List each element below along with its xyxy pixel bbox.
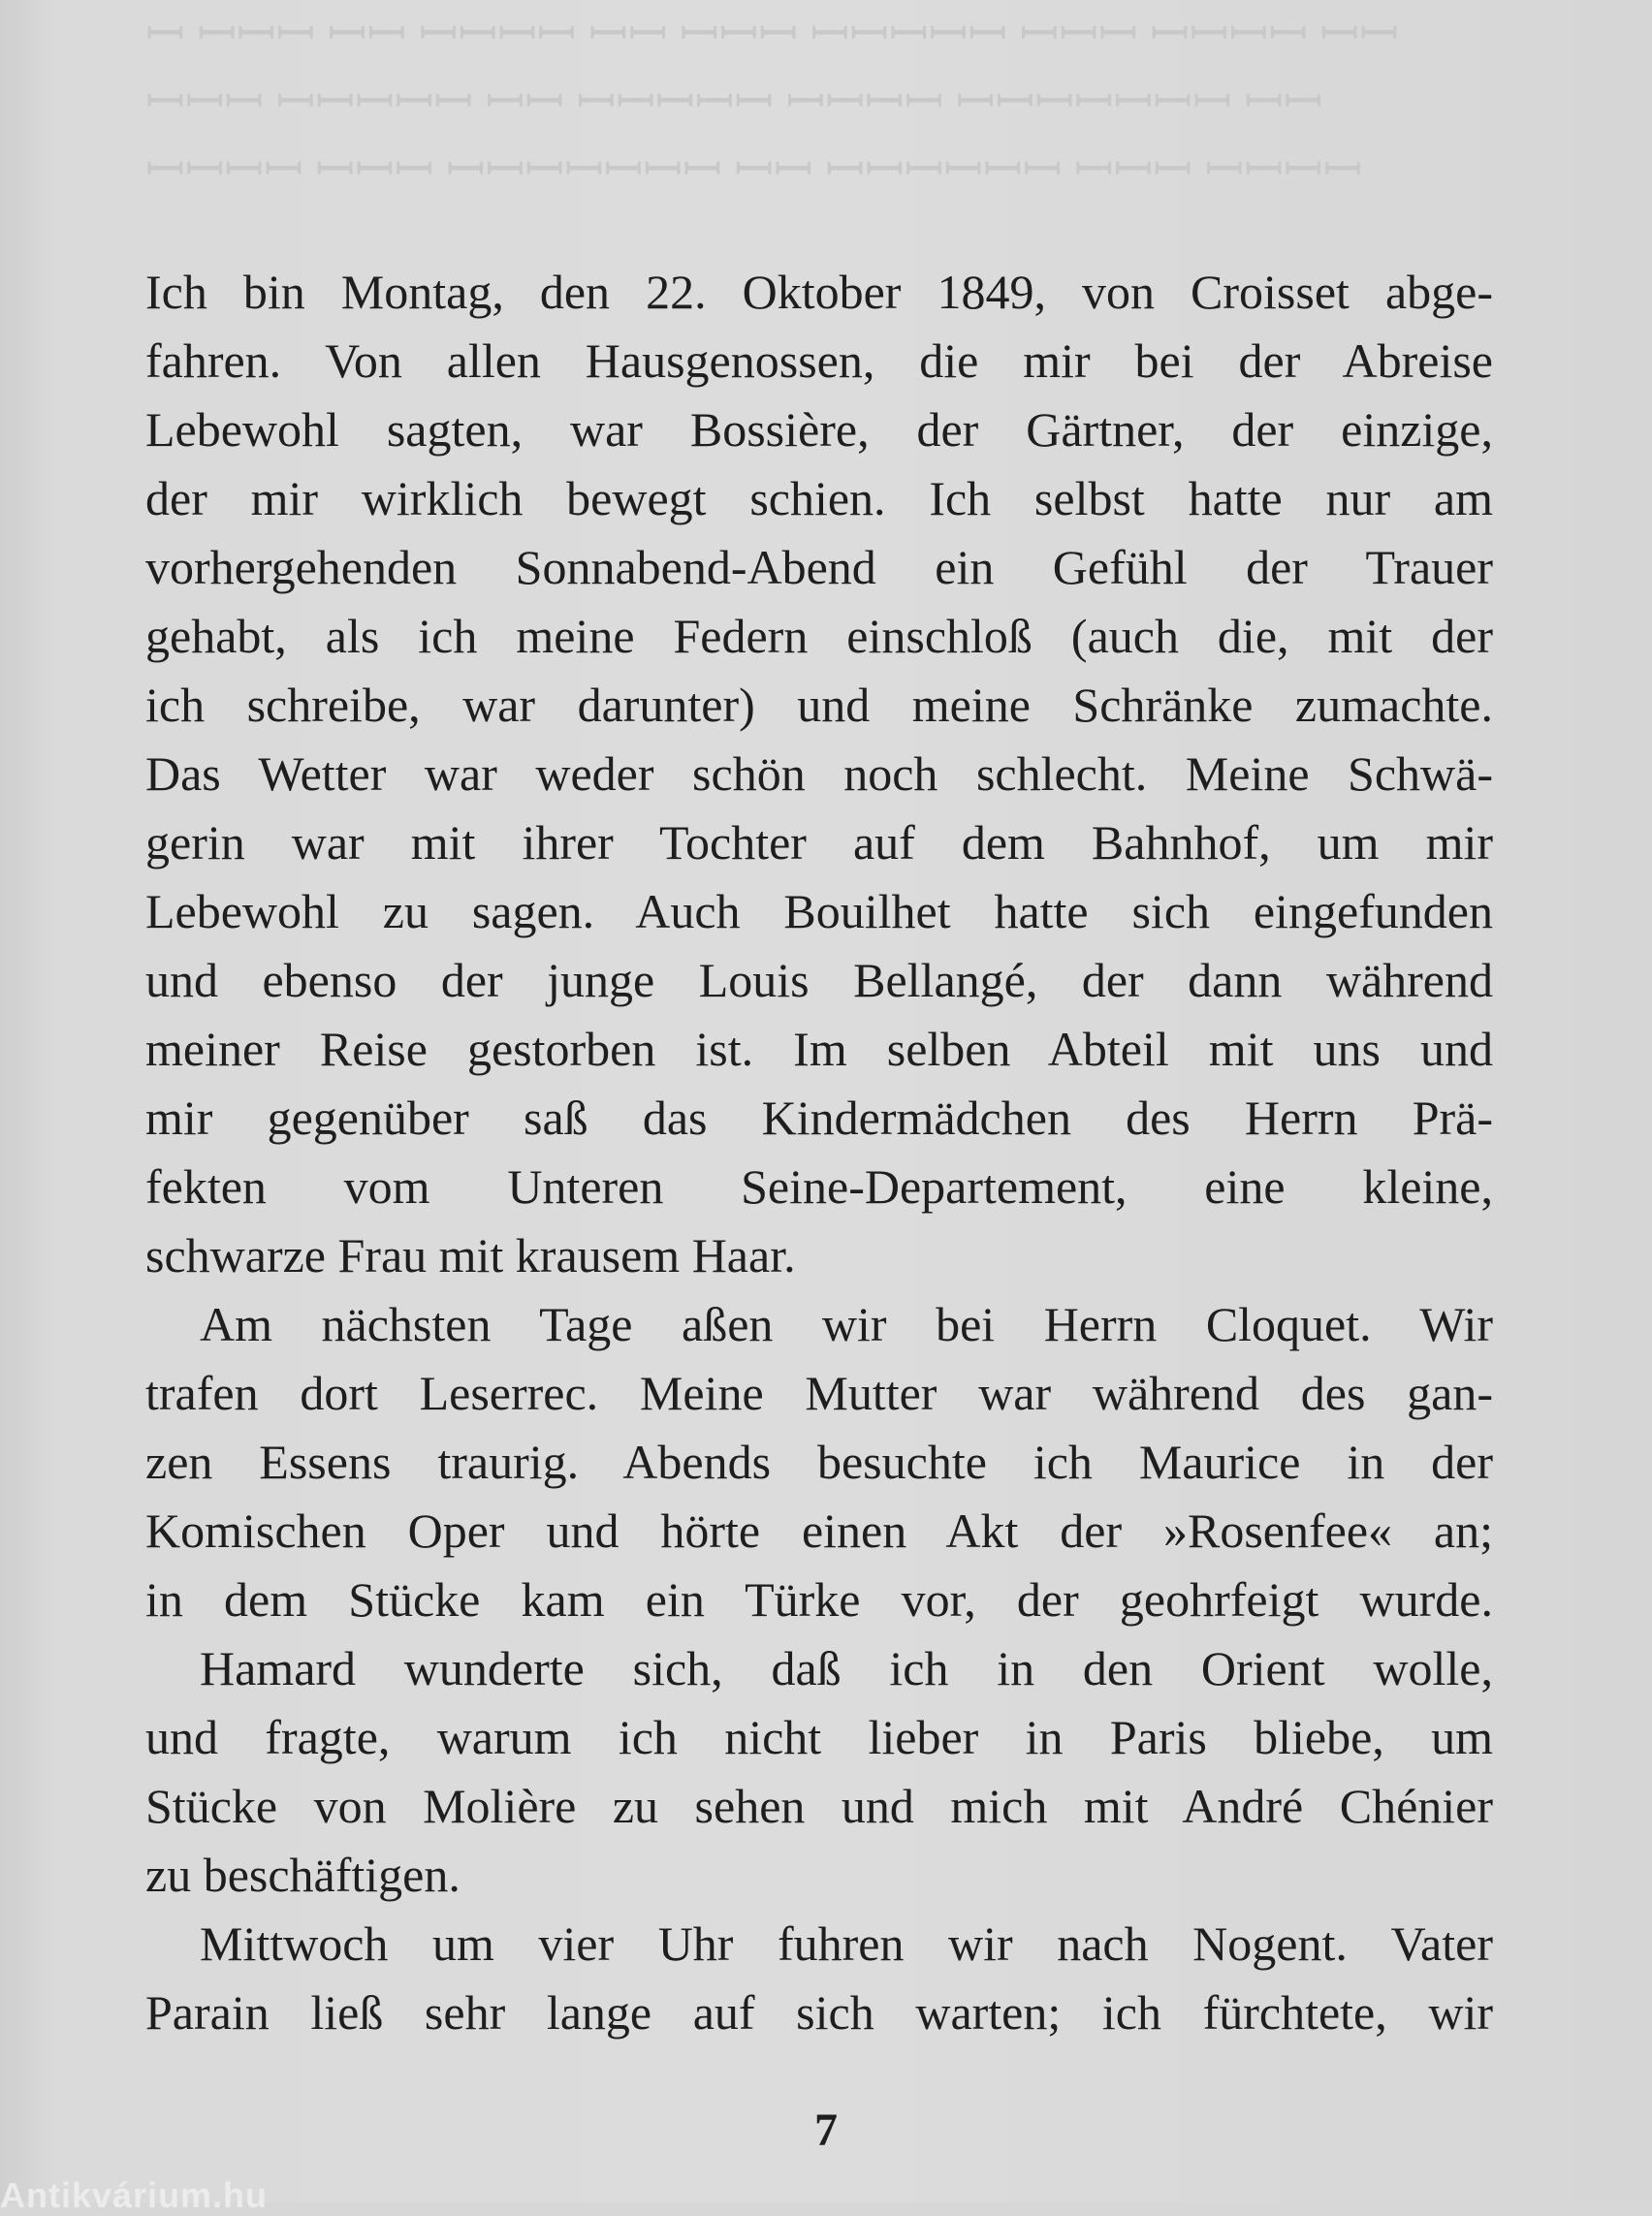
text-line: vorhergehenden Sonnabend-Abend ein Gefühl der Trauer: [145, 540, 1493, 594]
text-line: in dem Stücke kam ein Türke vor, der geohrfeigt wurde.: [145, 1572, 1493, 1627]
text-line: Mittwoch um vier Uhr fuhren wir nach Nogent. Vater: [200, 1916, 1493, 1971]
text-line: Lebewohl sagten, war Bossière, der Gärtner, der einzige,: [145, 402, 1493, 457]
text-line: Stücke von Molière zu sehen und mich mit André Chénier: [145, 1779, 1493, 1833]
text-line: trafen dort Leserrec. Meine Mutter war während des gan-: [145, 1366, 1493, 1420]
text-line: fekten vom Unteren Seine-Departement, eine kleine,: [145, 1159, 1493, 1214]
text-line: Lebewohl zu sagen. Auch Bouilhet hatte sich eingefunden: [145, 884, 1493, 938]
text-line: zu beschäftigen.: [145, 1848, 461, 1902]
watermark: Antikvárium.hu: [0, 2175, 269, 2215]
text-line: mir gegenüber saß das Kindermädchen des Herrn Prä-: [145, 1091, 1493, 1145]
page-number: 7: [814, 2105, 838, 2156]
text-line: Komischen Oper und hörte einen Akt der »Rosenfee« an;: [145, 1504, 1493, 1558]
text-line: Parain ließ sehr lange auf sich warten; ich fürchtete, wir: [145, 1985, 1493, 2040]
text-line: gehabt, als ich meine Federn einschloß (auch die, mit der: [145, 609, 1493, 663]
text-line: Ich bin Montag, den 22. Oktober 1849, von Croisset abge-: [145, 265, 1493, 319]
text-line: Am nächsten Tage aßen wir bei Herrn Cloquet. Wir: [200, 1297, 1493, 1351]
text-line: schwarze Frau mit krausem Haar.: [145, 1228, 796, 1282]
bleed-through-text: ꟷ ꟷꟷꟷ ꟷꟷ ꟷꟷꟷꟷ ꟷꟷ ꟷꟷꟷ ꟷꟷꟷꟷꟷ ꟷꟷꟷ ꟷꟷꟷꟷ ꟷꟷ ꟷꟷꟷ ꟷꟷꟷꟷꟷ ꟷꟷ ꟷꟷꟷꟷꟷ ꟷꟷꟷꟷ ꟷꟷꟷꟷꟷꟷꟷ ꟷꟷ ꟷꟷꟷꟷ ꟷꟷꟷ ꟷꟷꟷꟷꟷꟷꟷ ꟷꟷ ꟷꟷꟷꟷꟷꟷ ꟷꟷꟷ ꟷꟷꟷꟷ: [145, 7, 1399, 197]
text-line: Hamard wunderte sich, daß ich in den Orient wolle,: [200, 1641, 1493, 1695]
text-line: fahren. Von allen Hausgenossen, die mir bei der Abreise: [145, 333, 1493, 388]
text-line: ich schreibe, war darunter) und meine Schränke zumachte.: [145, 678, 1493, 732]
text-line: und ebenso der junge Louis Bellangé, der dann während: [145, 953, 1493, 1007]
text-line: zen Essens traurig. Abends besuchte ich Maurice in der: [145, 1435, 1493, 1489]
text-line: gerin war mit ihrer Tochter auf dem Bahnhof, um mir: [145, 815, 1493, 870]
text-line: und fragte, warum ich nicht lieber in Paris bliebe, um: [145, 1710, 1493, 1764]
text-line: meiner Reise gestorben ist. Im selben Abteil mit uns und: [145, 1022, 1493, 1076]
text-line: Das Wetter war weder schön noch schlecht. Meine Schwä-: [145, 746, 1493, 801]
text-line: der mir wirklich bewegt schien. Ich selbst hatte nur am: [145, 471, 1493, 525]
body-text: [145, 258, 1493, 2047]
